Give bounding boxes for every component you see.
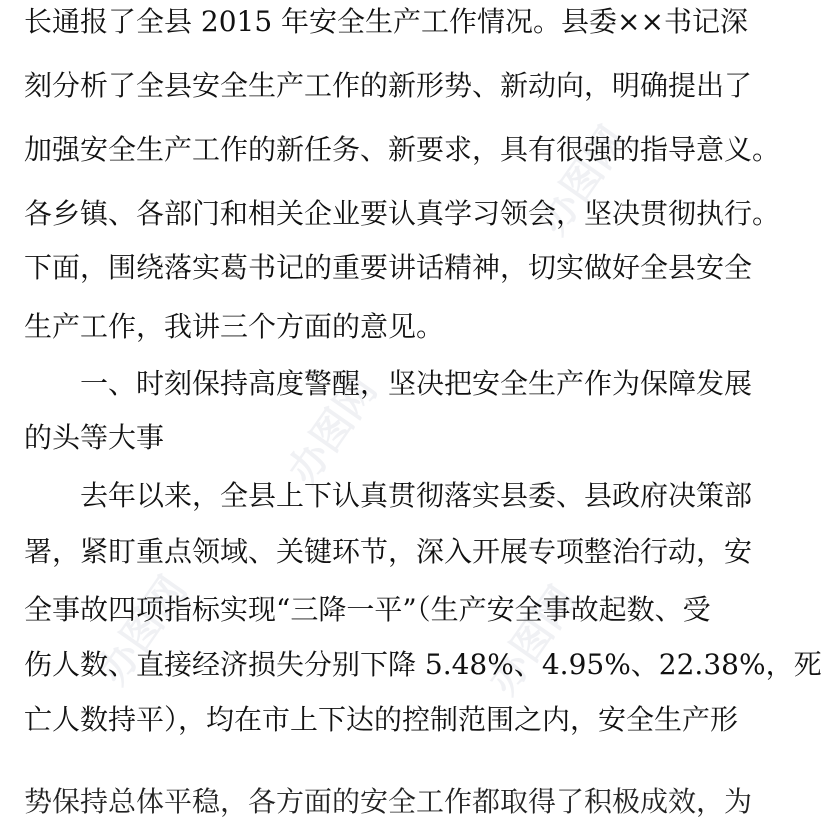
text-line: 各乡镇、各部门和相关企业要认真学习领会，坚决贯彻执行。 — [24, 197, 781, 230]
text-line: 伤人数、直接经济损失分别下降 5.48%、4.95%、22.38%，死 — [24, 648, 822, 681]
text-line: 生产工作，我讲三个方面的意见。 — [24, 310, 445, 343]
section-heading: 一、时刻保持高度警醒，坚决把安全生产作为保障发展 — [24, 367, 753, 400]
text-line: 加强安全生产工作的新任务、新要求，具有很强的指导意义。 — [24, 133, 781, 166]
text-line: 去年以来，全县上下认真贯彻落实县委、县政府决策部 — [24, 479, 753, 512]
cutoff-text-line — [24, 784, 784, 818]
watermark: 办图网 — [529, 118, 637, 243]
cutoff-text: 势保持总体平稳，各方面的安全工作都取得了积极成效，为 — [24, 785, 753, 818]
watermark: 办图网 — [279, 368, 387, 493]
watermark: 办图网 — [479, 578, 587, 703]
text-line: 刻分析了全县安全生产工作的新形势、新动向，明确提出了 — [24, 69, 753, 102]
watermark: 办图网 — [89, 568, 197, 693]
text-line: 下面，围绕落实葛书记的重要讲话精神，切实做好全县安全 — [24, 251, 753, 284]
section-heading: 的头等大事 — [24, 421, 165, 454]
text-line: 署，紧盯重点领域、关键环节，深入开展专项整治行动，安 — [24, 535, 753, 568]
text-line: 全事故四项指标实现“三降一平”（生产安全事故起数、受 — [24, 593, 711, 626]
text-line: 长通报了全县 2015 年安全生产工作情况。县委××书记深 — [24, 5, 748, 38]
text-line: 亡人数持平），均在市上下达的控制范围之内，安全生产形 — [24, 703, 739, 736]
